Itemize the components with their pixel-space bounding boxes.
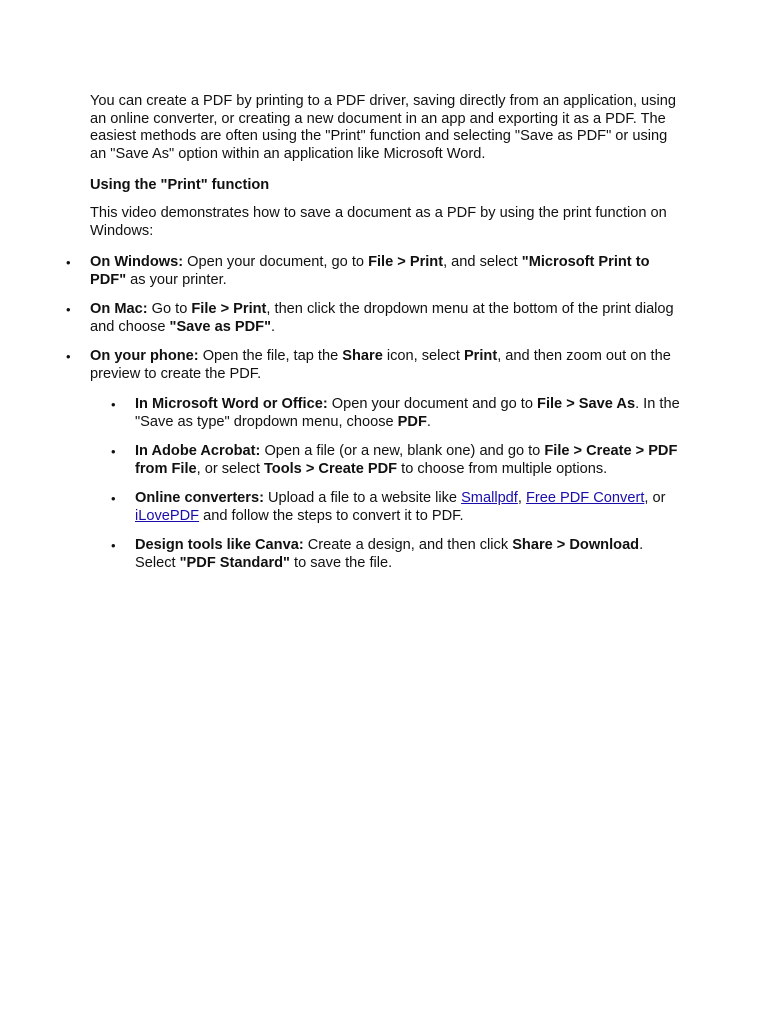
bullet: •	[111, 491, 116, 506]
bullet: •	[111, 444, 116, 459]
bullet: •	[66, 349, 71, 364]
intro-paragraph: You can create a PDF by printing to a PDF driver, saving directly from an application, using an online converter, or creating a new document in an app and exporting it as a PDF. The easiest methods are often using the "Print" function and selecting "Save as PDF" or using an "Save As" option within an application like Microsoft Word.	[90, 93, 676, 162]
list-item-mac: • On Mac: Go to File > Print, then click the dropdown menu at the bottom of the print dialog and choose "Save as PDF".	[66, 301, 674, 335]
list-item-online: • Online converters: Upload a file to a website like Smallpdf, Free PDF Convert, or iLovePDF and follow the steps to convert it to PDF.	[111, 490, 666, 524]
list-item-acrobat: • In Adobe Acrobat: Open a file (or a new, blank one) and go to File > Create > PDF from File, or select Tools > Create PDF to choose from multiple options.	[111, 443, 678, 477]
item-label: On your phone:	[90, 348, 199, 364]
smallpdf-link[interactable]: Smallpdf	[461, 490, 518, 506]
item-label: In Microsoft Word or Office:	[135, 396, 328, 412]
list-item-phone: • On your phone: Open the file, tap the Share icon, select Print, and then zoom out on the preview to create the PDF.	[66, 348, 671, 382]
bullet: •	[111, 397, 116, 412]
list-item-windows: • On Windows: Open your document, go to File > Print, and select "Microsoft Print to PDF" as your printer.	[66, 254, 650, 288]
item-label: Online converters:	[135, 490, 264, 506]
section-heading: Using the "Print" function	[90, 177, 270, 193]
ilovepdf-link[interactable]: iLovePDF	[135, 507, 200, 524]
item-label: Design tools like Canva:	[135, 537, 304, 553]
item-label: On Mac:	[90, 301, 148, 317]
bullet: •	[66, 255, 71, 270]
item-label: On Windows:	[90, 254, 184, 270]
bullet: •	[111, 538, 116, 553]
item-label: In Adobe Acrobat:	[135, 443, 261, 459]
free-pdf-convert-link[interactable]: Free PDF Convert	[525, 490, 645, 506]
list-item-canva: • Design tools like Canva: Create a design, and then click Share > Download. Select "PDF Standard" to save the file.	[111, 537, 644, 571]
bullet: •	[66, 302, 71, 317]
list-item-word: • In Microsoft Word or Office: Open your document and go to File > Save As. In the "Save as type" dropdown menu, choose PDF.	[111, 396, 680, 430]
video-description: This video demonstrates how to save a document as a PDF by using the print function on Windows:	[90, 205, 667, 239]
